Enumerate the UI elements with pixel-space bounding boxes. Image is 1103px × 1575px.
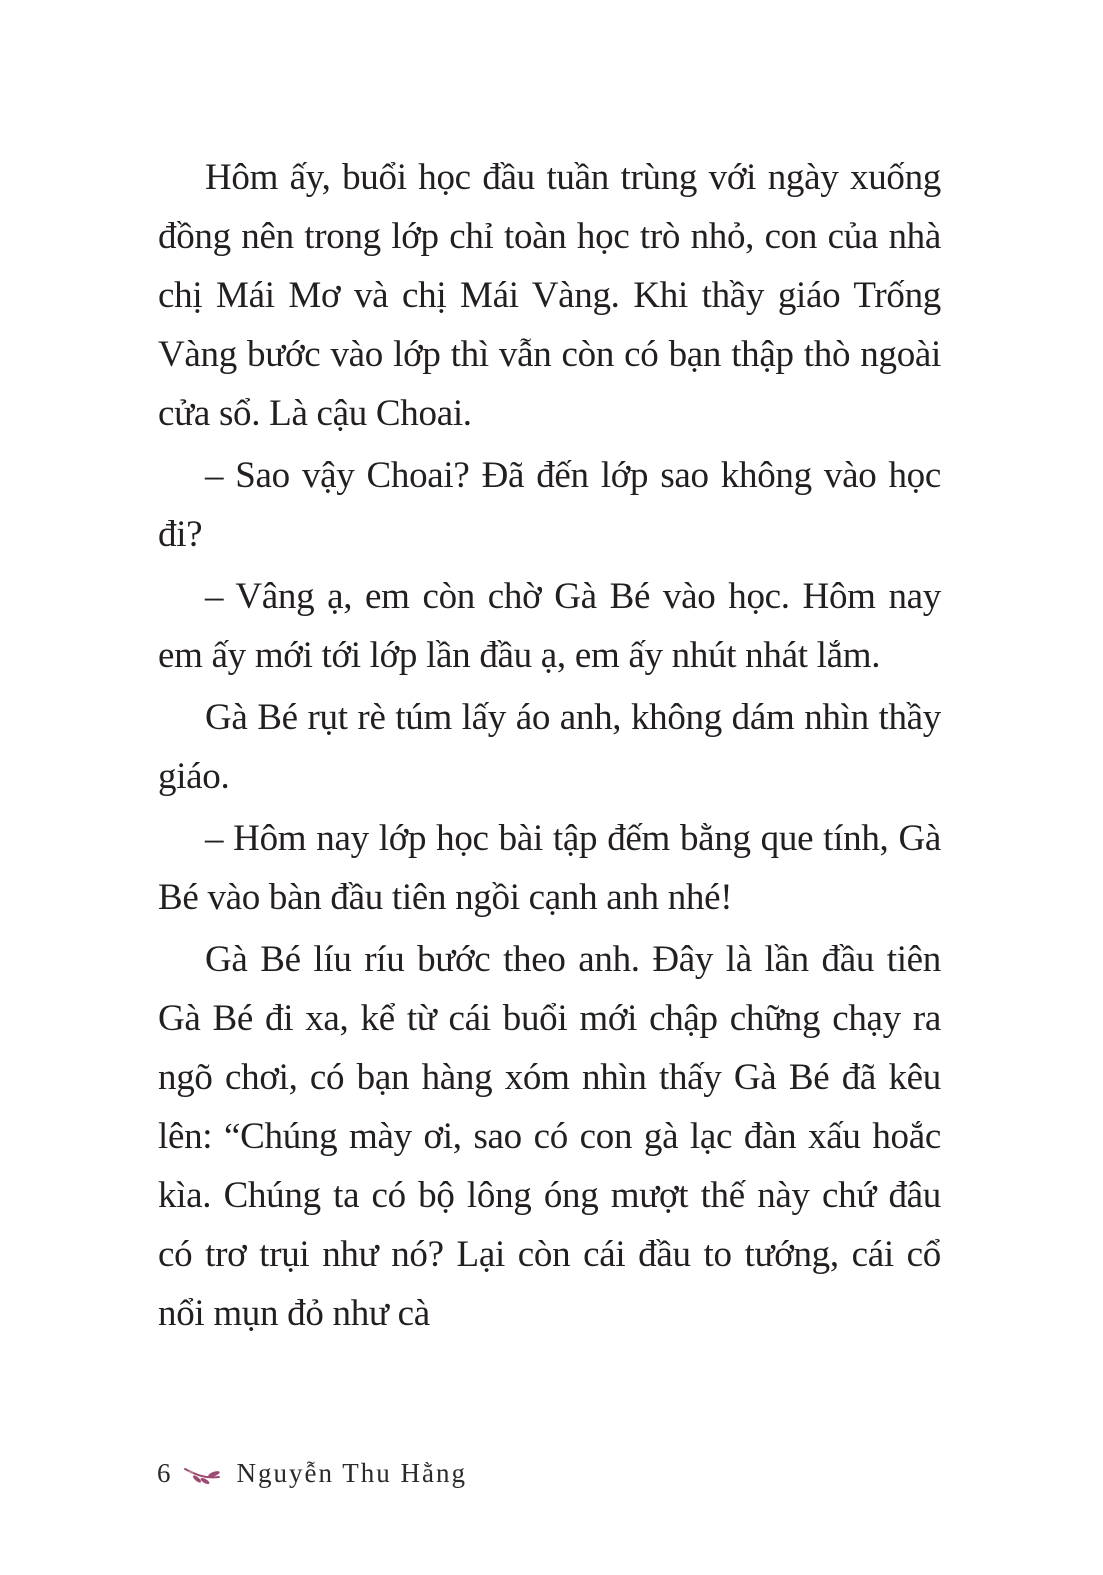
paragraph-2: – Sao vậy Choai? Đã đến lớp sao không vào học đi? (158, 455, 941, 555)
leaf-sprig-icon (183, 1463, 223, 1485)
paragraph-4: Gà Bé rụt rè túm lấy áo anh, không dám nhìn thầy giáo. (158, 697, 941, 797)
page-body (158, 148, 941, 1345)
paragraph-3: – Vâng ạ, em còn chờ Gà Bé vào học. Hôm nay em ấy mới tới lớp lần đầu ạ, em ấy nhút nhát lắm. (158, 576, 941, 676)
paragraph-6: Gà Bé líu ríu bước theo anh. Đây là lần đầu tiên Gà Bé đi xa, kể từ cái buổi mới chập chững chạy ra ngõ chơi, có bạn hàng xóm nhìn thấy Gà Bé đã kêu lên: “Chúng mày ơi, sao có con gà lạc đàn xấu hoắc kìa. Chúng ta có bộ lông óng mượt thế này chứ đâu có trơ trụi như nó? Lại còn cái đầu to tướng, cái cổ nổi mụn đỏ như cà (158, 939, 941, 1334)
paragraph-5: – Hôm nay lớp học bài tập đếm bằng que tính, Gà Bé vào bàn đầu tiên ngồi cạnh anh nhé! (158, 818, 941, 918)
page-number: 6 (157, 1458, 171, 1488)
paragraph-1: Hôm ấy, buổi học đầu tuần trùng với ngày xuống đồng nên trong lớp chỉ toàn học trò nhỏ, con của nhà chị Mái Mơ và chị Mái Vàng. Khi thầy giáo Trống Vàng bước vào lớp thì vẫn còn có bạn thập thò ngoài cửa sổ. Là cậu Choai. (158, 157, 941, 434)
page-footer (157, 1458, 467, 1489)
author-name: Nguyễn Thu Hằng (236, 1458, 467, 1488)
